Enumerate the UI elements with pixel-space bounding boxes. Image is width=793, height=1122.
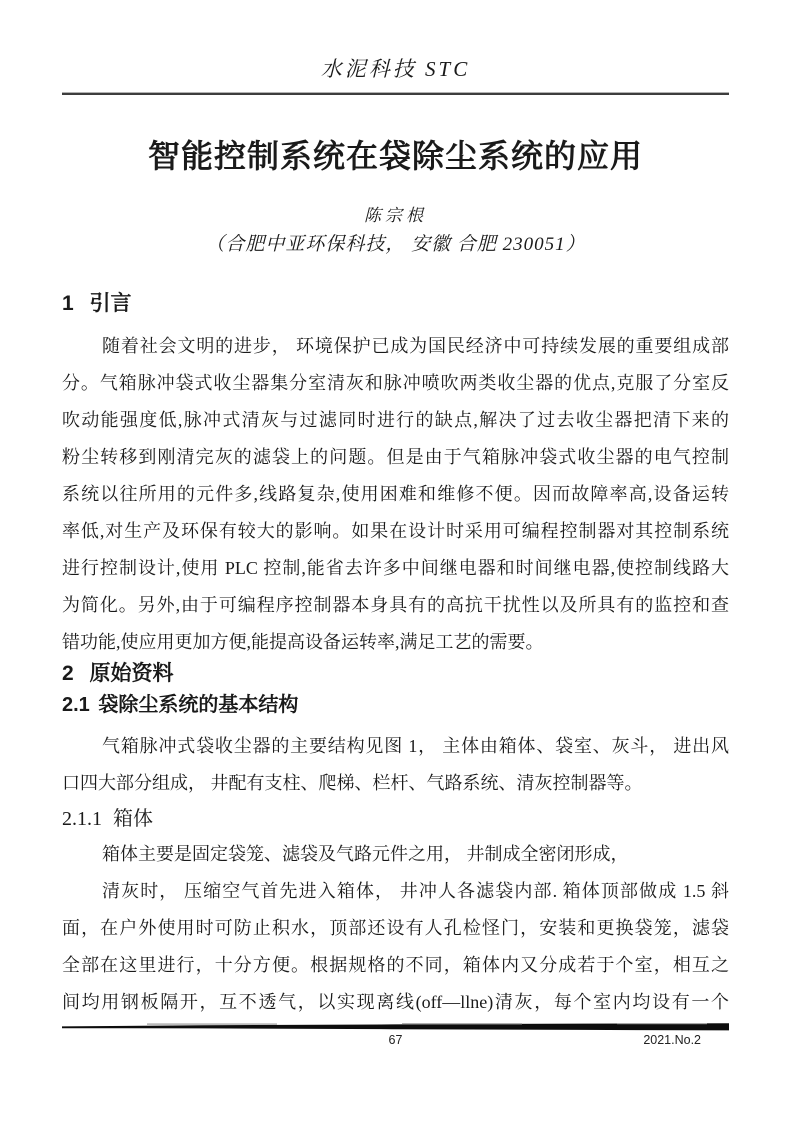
header-rule bbox=[62, 92, 729, 95]
section-1-heading: 1 引言 bbox=[62, 292, 132, 315]
body-line: 分。气箱脉冲袋式收尘器集分室清灰和脉冲喷吹两类收尘器的优点,克服了分室反 bbox=[62, 373, 729, 393]
footer-rule bbox=[62, 1023, 729, 1031]
body-line: 粉尘转移到刚清完灰的滤袋上的问题。但是由于气箱脉冲袋式收尘器的电气控制 bbox=[62, 447, 729, 467]
article-title: 智能控制系统在袋除尘系统的应用 bbox=[147, 138, 643, 174]
body-line: 错功能,使应用更加方便,能提高设备运转率,满足工艺的需要。 bbox=[62, 632, 544, 652]
section-2-1-1-heading: 2.1.1 箱体 bbox=[62, 808, 153, 830]
body-line: 吹动能强度低,脉冲式清灰与过滤同时进行的缺点,解决了过去收尘器把清下来的 bbox=[62, 410, 729, 430]
body-line: 箱体主要是固定袋笼、滤袋及气路元件之用， 井制成全密闭形成， bbox=[102, 844, 629, 864]
body-line: 随着社会文明的进步， 环境保护已成为国民经济中可持续发展的重要组成部 bbox=[102, 336, 729, 356]
page-footer bbox=[62, 1032, 729, 1048]
body-line: 为简化。另外,由于可编程序控制器本身具有的高抗干扰性以及所具有的监控和查 bbox=[62, 595, 729, 615]
author-name: 陈宗根 bbox=[364, 206, 427, 225]
body-line: 清灰时， 压缩空气首先进入箱体， 井冲人各滤袋内部. 箱体顶部做成 1.5 斜 bbox=[102, 881, 729, 901]
body-line: 气箱脉冲式袋收尘器的主要结构见图 1， 主体由箱体、袋室、灰斗， 进出风 bbox=[102, 736, 729, 756]
section-2-heading: 2 原始资料 bbox=[62, 662, 174, 685]
issue-label: 2021.No.2 bbox=[643, 1033, 701, 1047]
journal-name: 水泥科技 STC bbox=[320, 57, 471, 81]
body-line: 口四大部分组成， 井配有支柱、爬梯、栏杆、气路系统、清灰控制器等。 bbox=[62, 773, 643, 793]
body-line: 率低,对生产及环保有较大的影响。如果在设计时采用可编程控制器对其控制系统 bbox=[62, 521, 729, 541]
body-line: 进行控制设计,使用 PLC 控制,能省去许多中间继电器和时间继电器,使控制线路大 bbox=[62, 558, 729, 578]
section-1-paragraph bbox=[62, 328, 729, 661]
body-line: 面，在户外使用时可防止积水，顶部还设有人孔检怪门，安装和更换袋笼，滤袋 bbox=[62, 918, 729, 938]
page-number: 67 bbox=[388, 1033, 403, 1047]
section-2-1-paragraph bbox=[62, 728, 729, 802]
section-2-1-heading: 2.1 袋除尘系统的基本结构 bbox=[62, 694, 299, 716]
body-line: 间均用钢板隔开，互不透气，以实现离线(off—llne)清灰，每个室内均设有一个 bbox=[62, 992, 729, 1012]
author-affiliation: （合肥中亚环保科技， 安徽 合肥 230051） bbox=[205, 234, 586, 255]
body-line: 系统以往所用的元件多,线路复杂,使用困难和维修不便。因而故障率高,设备运转 bbox=[62, 484, 729, 504]
section-2-1-1-paragraph bbox=[62, 836, 729, 1021]
body-line: 全部在这里进行，十分方便。根据规格的不同，箱体内又分成若于个室，相互之 bbox=[62, 955, 729, 975]
